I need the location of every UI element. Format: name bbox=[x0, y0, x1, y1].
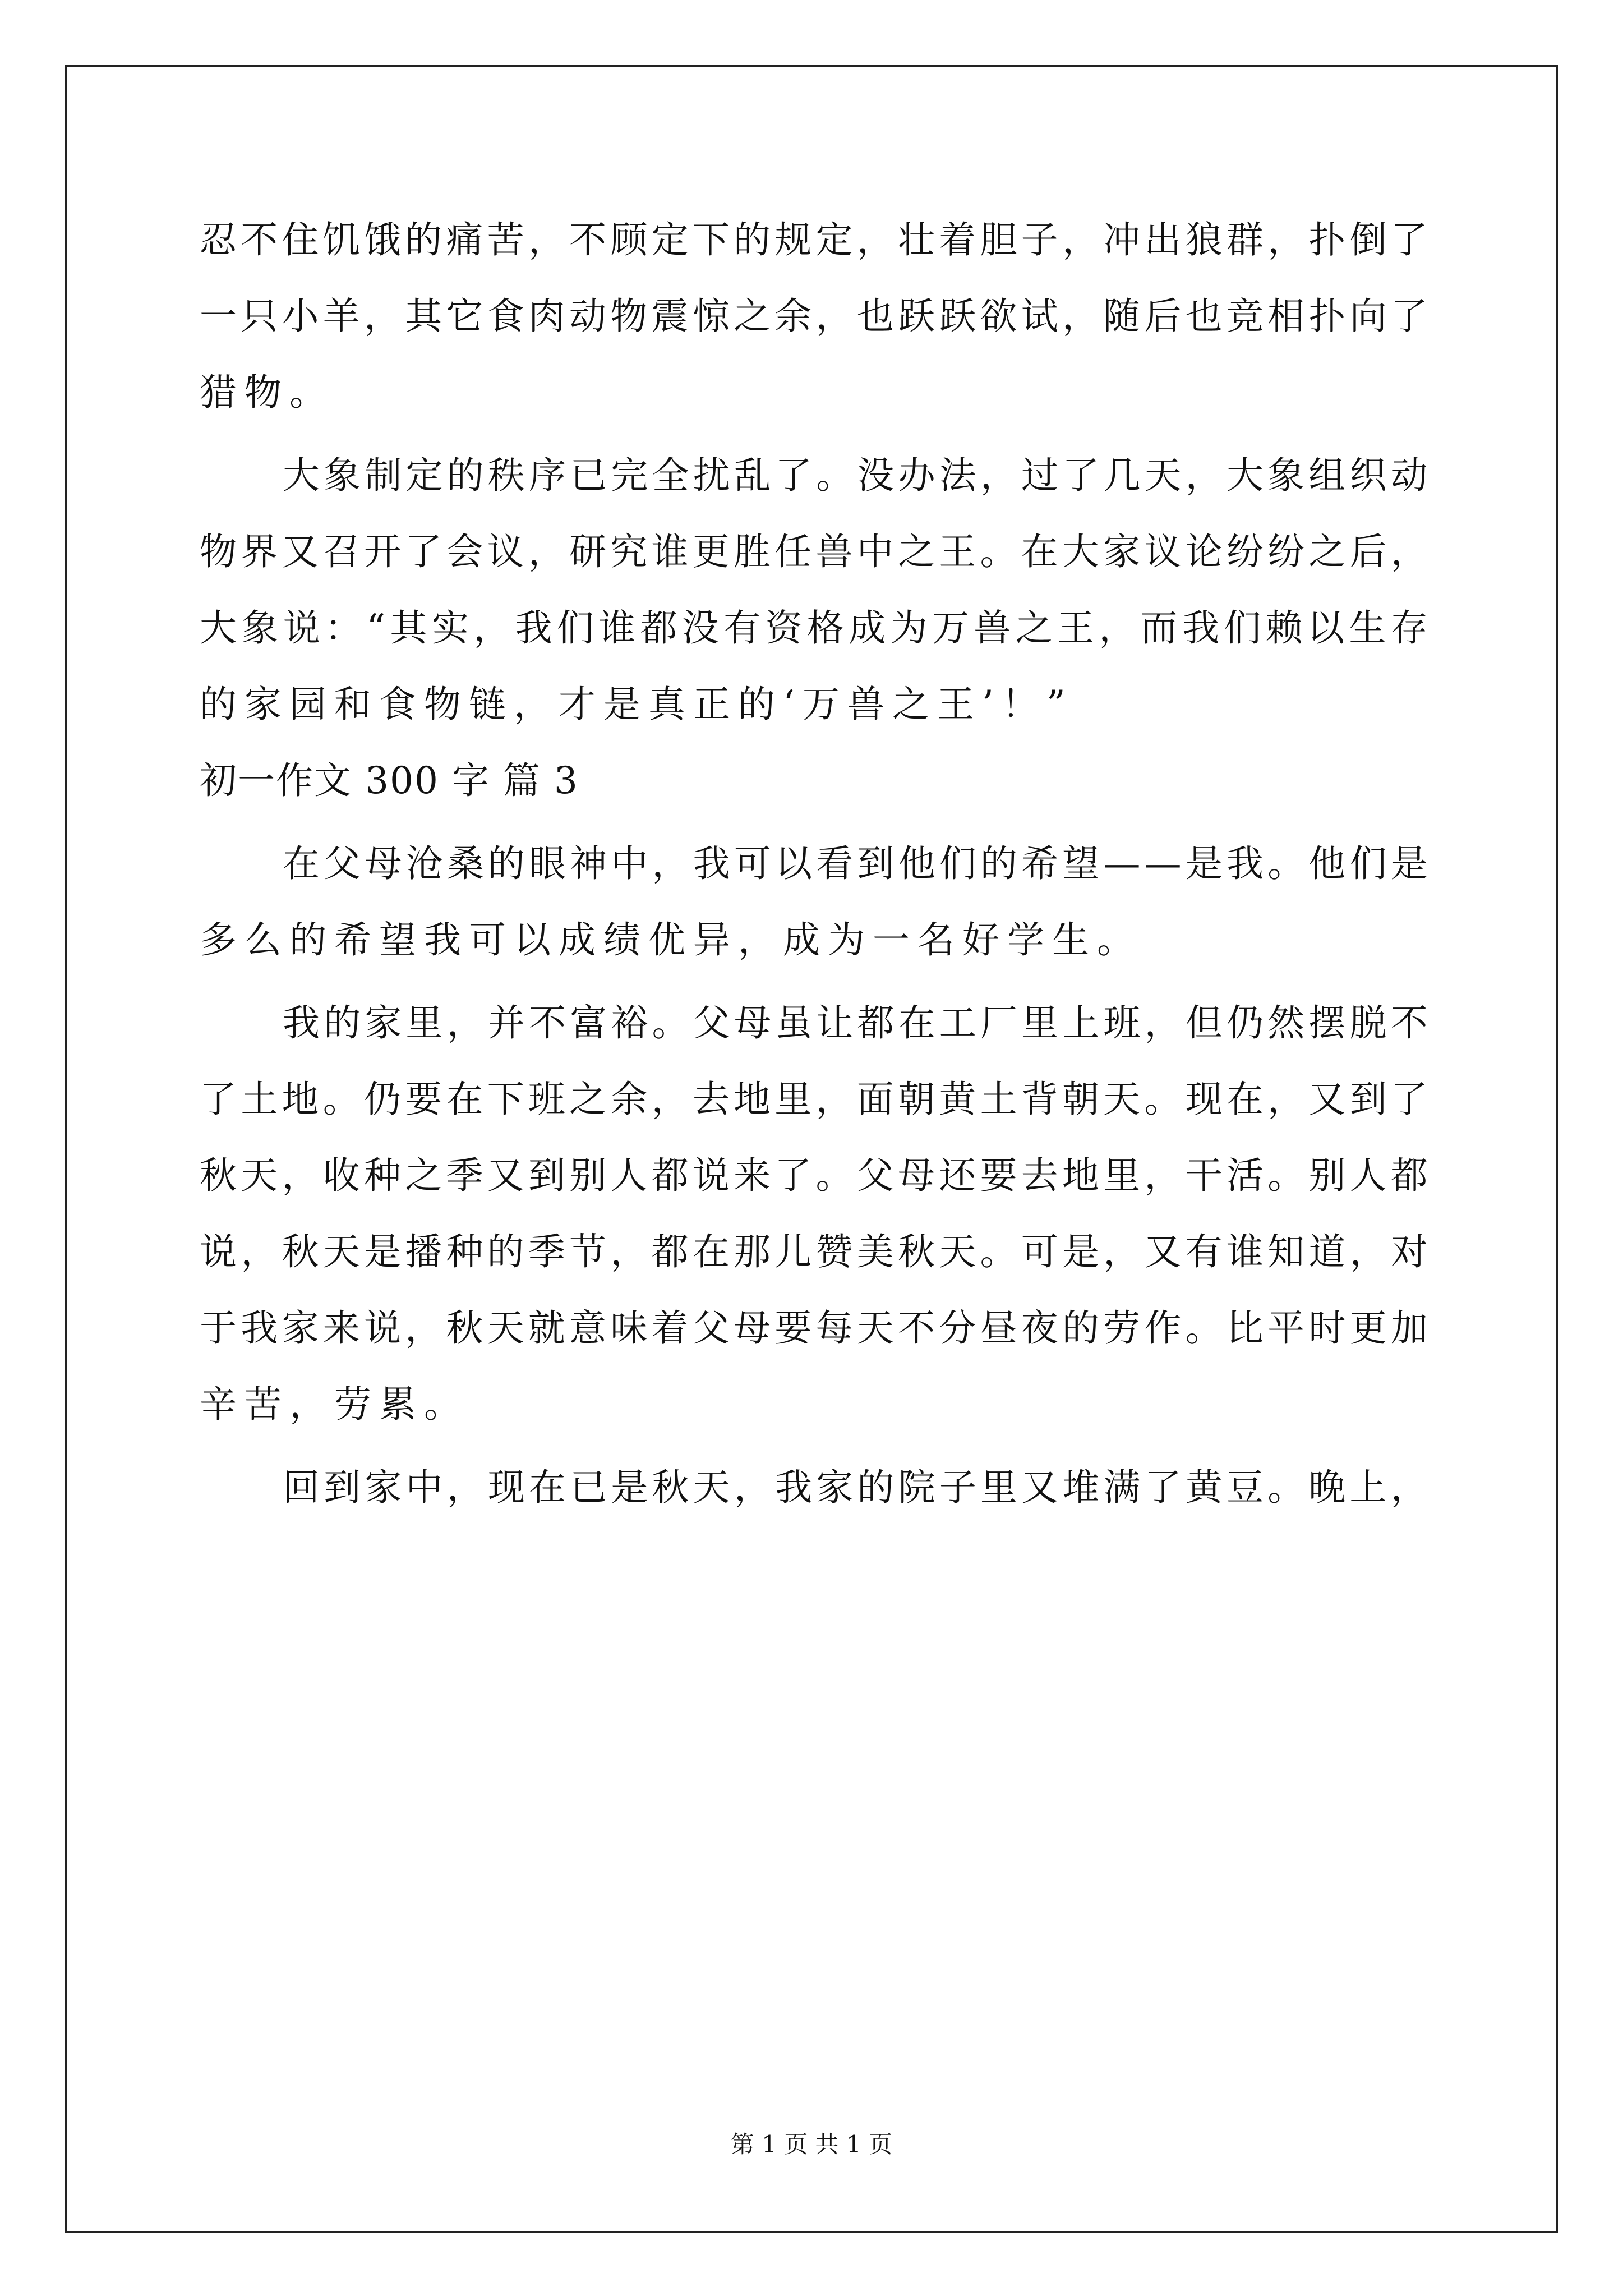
text-line: 于 我 家 来 说 ， 秋 天 就 意 味 着 父 母 要 每 天 不 分 昼 夜 的 劳 作 。 比 平 时 更 加 bbox=[200, 1306, 1428, 1350]
text-line: 一 只 小 羊 ， 其 它 食 肉 动 物 震 惊 之 余 ， 也 跃 跃 欲 试 ， 随 后 也 竞 相 扑 向 了 bbox=[200, 295, 1428, 338]
section-heading: 初一作文 300 字 篇 3 bbox=[200, 759, 579, 802]
text-line: 我 的 家 里 ， 并 不 富 裕 。 父 母 虽 让 都 在 工 厂 里 上 班 ， 但 仍 然 摆 脱 不 bbox=[283, 1001, 1428, 1045]
text-line: 的家园和食物链，才是真正的‘万兽之王’！” bbox=[200, 683, 1073, 726]
text-line: 辛苦，劳累。 bbox=[200, 1383, 469, 1426]
text-line: 物 界 又 召 开 了 会 议 ， 研 究 谁 更 胜 任 兽 中 之 王 。 在 大 家 议 论 纷 纷 之 后 ， bbox=[200, 530, 1428, 573]
text-line: 猎物。 bbox=[200, 371, 334, 414]
text-line: 大 象 说 ： “ 其 实 ， 我 们 谁 都 没 有 资 格 成 为 万 兽 之 王 ， 而 我 们 赖 以 生 存 bbox=[200, 606, 1428, 650]
page-footer: 第 1 页 共 1 页 bbox=[730, 2131, 893, 2158]
text-line: 忍 不 住 饥 饿 的 痛 苦 ， 不 顾 定 下 的 规 定 ， 壮 着 胆 子 ， 冲 出 狼 群 ， 扑 倒 了 bbox=[200, 218, 1428, 261]
text-line: 多么的希望我可以成绩优异，成为一名好学生。 bbox=[200, 918, 1142, 961]
text-line: 大 象 制 定 的 秩 序 已 完 全 扰 乱 了 。 没 办 法 ， 过 了 几 天 ， 大 象 组 织 动 bbox=[283, 454, 1428, 497]
text-line: 了 土 地 。 仍 要 在 下 班 之 余 ， 去 地 里 ， 面 朝 黄 土 背 朝 天 。 现 在 ， 又 到 了 bbox=[200, 1078, 1428, 1121]
text-line: 在 父 母 沧 桑 的 眼 神 中 ， 我 可 以 看 到 他 们 的 希 望 — — 是 我 。 他 们 是 bbox=[283, 842, 1428, 885]
text-line: 说 ， 秋 天 是 播 种 的 季 节 ， 都 在 那 儿 赞 美 秋 天 。 可 是 ， 又 有 谁 知 道 ， 对 bbox=[200, 1230, 1428, 1273]
text-line: 回 到 家 中 ， 现 在 已 是 秋 天 ， 我 家 的 院 子 里 又 堆 满 了 黄 豆 。 晚 上 ， bbox=[283, 1466, 1428, 1509]
document-body bbox=[200, 202, 1428, 1526]
text-line: 秋 天 ， 收 种 之 季 又 到 别 人 都 说 来 了 。 父 母 还 要 去 地 里 ， 干 活 。 别 人 都 bbox=[200, 1154, 1428, 1197]
